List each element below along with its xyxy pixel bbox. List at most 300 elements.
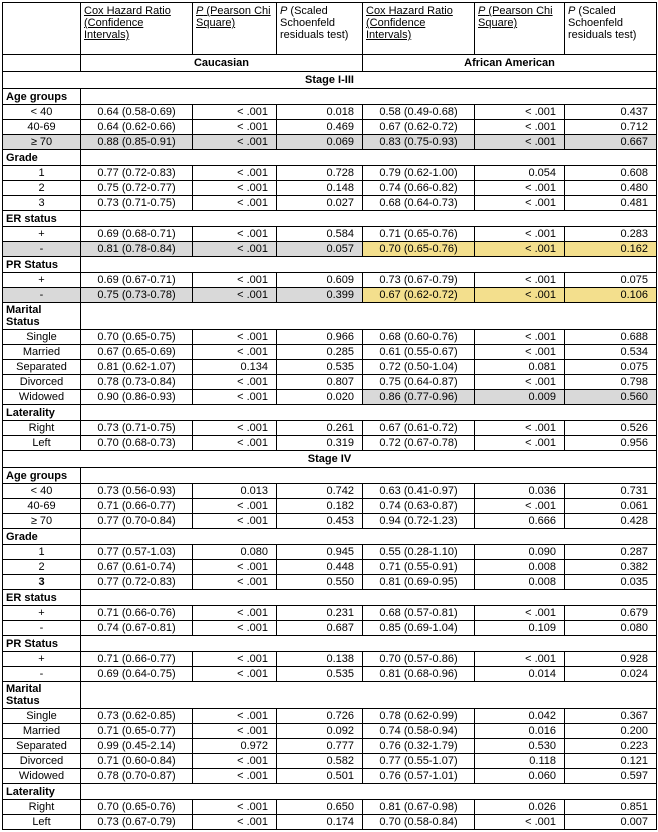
col-header-p-pearson-caucasian: P (Pearson Chi Square) xyxy=(193,3,277,55)
table-row xyxy=(3,709,657,724)
table-row xyxy=(3,242,657,257)
cox-hr-african-american: 0.81 (0.67-0.98) xyxy=(363,800,475,815)
table-row xyxy=(3,166,657,181)
p-schoenfeld-african-american: 0.667 xyxy=(565,135,657,150)
p-pearson-african-american: < .001 xyxy=(475,436,565,451)
cox-hr-african-american: 0.77 (0.55-1.07) xyxy=(363,754,475,769)
p-pearson-caucasian: < .001 xyxy=(193,754,277,769)
cox-hr-african-american: 0.94 (0.72-1.23) xyxy=(363,514,475,529)
cox-hr-african-american: 0.85 (0.69-1.04) xyxy=(363,621,475,636)
p-schoenfeld-caucasian: 0.261 xyxy=(277,421,363,436)
table-row xyxy=(3,769,657,784)
table-row xyxy=(3,257,657,273)
p-pearson-african-american: < .001 xyxy=(475,120,565,135)
p-pearson-african-american: 0.036 xyxy=(475,484,565,499)
cox-hr-caucasian: 0.73 (0.56-0.93) xyxy=(81,484,193,499)
group-label: Age groups xyxy=(3,89,81,105)
cox-hr-african-american: 0.68 (0.64-0.73) xyxy=(363,196,475,211)
p-pearson-african-american: < .001 xyxy=(475,227,565,242)
race-group-row xyxy=(3,55,657,72)
p-schoenfeld-african-american: 0.382 xyxy=(565,560,657,575)
cox-hr-caucasian: 0.77 (0.72-0.83) xyxy=(81,575,193,590)
p-pearson-caucasian: < .001 xyxy=(193,105,277,120)
p-pearson-african-american: 0.014 xyxy=(475,667,565,682)
group-label: Age groups xyxy=(3,468,81,484)
column-header-row xyxy=(3,3,657,55)
cox-hr-caucasian: 0.73 (0.67-0.79) xyxy=(81,815,193,830)
cox-hr-caucasian: 0.77 (0.70-0.84) xyxy=(81,514,193,529)
p-schoenfeld-caucasian: 0.609 xyxy=(277,273,363,288)
row-label: Separated xyxy=(3,360,81,375)
group-label: Grade xyxy=(3,150,81,166)
group-spacer xyxy=(81,784,657,800)
p-pearson-african-american: < .001 xyxy=(475,606,565,621)
row-label: Divorced xyxy=(3,754,81,769)
p-schoenfeld-caucasian: 0.399 xyxy=(277,288,363,303)
cox-hr-african-american: 0.79 (0.62-1.00) xyxy=(363,166,475,181)
table-row xyxy=(3,196,657,211)
p-pearson-african-american: 0.090 xyxy=(475,545,565,560)
table-row xyxy=(3,499,657,514)
row-label: Single xyxy=(3,709,81,724)
cox-hr-caucasian: 0.71 (0.66-0.77) xyxy=(81,499,193,514)
table-row xyxy=(3,545,657,560)
cox-hr-caucasian: 0.71 (0.60-0.84) xyxy=(81,754,193,769)
col-header-p-pearson-african-american: P (Pearson Chi Square) xyxy=(475,3,565,55)
p-pearson-african-american: < .001 xyxy=(475,421,565,436)
cox-hr-caucasian: 0.90 (0.86-0.93) xyxy=(81,390,193,405)
p-schoenfeld-african-american: 0.080 xyxy=(565,621,657,636)
table-row xyxy=(3,135,657,150)
p-pearson-african-american: 0.026 xyxy=(475,800,565,815)
p-pearson-caucasian: < .001 xyxy=(193,667,277,682)
cox-hr-caucasian: 0.70 (0.65-0.75) xyxy=(81,330,193,345)
group-label: ER status xyxy=(3,211,81,227)
p-pearson-caucasian: 0.013 xyxy=(193,484,277,499)
p-schoenfeld-african-american: 0.035 xyxy=(565,575,657,590)
p-schoenfeld-african-american: 0.712 xyxy=(565,120,657,135)
table-row xyxy=(3,451,657,468)
row-label: Left xyxy=(3,815,81,830)
table-row xyxy=(3,815,657,830)
col-header-p-schoenfeld-african-american: P (Scaled Schoenfeld residuals test) xyxy=(565,3,657,55)
row-label: 40-69 xyxy=(3,120,81,135)
row-label: + xyxy=(3,273,81,288)
cox-hr-caucasian: 0.75 (0.73-0.78) xyxy=(81,288,193,303)
race-header-african-american: African American xyxy=(363,55,657,72)
cox-hr-caucasian: 0.70 (0.65-0.76) xyxy=(81,800,193,815)
row-label: Widowed xyxy=(3,769,81,784)
row-label: Married xyxy=(3,724,81,739)
p-pearson-caucasian: < .001 xyxy=(193,375,277,390)
row-label: - xyxy=(3,288,81,303)
group-spacer xyxy=(81,405,657,421)
p-schoenfeld-african-american: 0.200 xyxy=(565,724,657,739)
cox-hr-african-american: 0.71 (0.55-0.91) xyxy=(363,560,475,575)
row-label: 2 xyxy=(3,181,81,196)
table-row xyxy=(3,89,657,105)
p-schoenfeld-african-american: 0.608 xyxy=(565,166,657,181)
cox-hr-african-american: 0.70 (0.65-0.76) xyxy=(363,242,475,257)
p-pearson-caucasian: < .001 xyxy=(193,242,277,257)
table-row xyxy=(3,120,657,135)
p-pearson-caucasian: < .001 xyxy=(193,181,277,196)
cox-hr-african-american: 0.78 (0.62-0.99) xyxy=(363,709,475,724)
p-schoenfeld-african-american: 0.526 xyxy=(565,421,657,436)
group-spacer xyxy=(81,211,657,227)
p-pearson-caucasian: 0.972 xyxy=(193,739,277,754)
table-row xyxy=(3,636,657,652)
hazard-ratio-table xyxy=(2,2,657,830)
row-label: Left xyxy=(3,436,81,451)
table-row xyxy=(3,421,657,436)
table-row xyxy=(3,514,657,529)
race-row-spacer xyxy=(3,55,81,72)
col-header-cox-caucasian: Cox Hazard Ratio (Confidence Intervals) xyxy=(81,3,193,55)
table-row xyxy=(3,724,657,739)
table-row xyxy=(3,468,657,484)
p-pearson-african-american: < .001 xyxy=(475,330,565,345)
table-row xyxy=(3,652,657,667)
p-schoenfeld-african-american: 0.928 xyxy=(565,652,657,667)
p-schoenfeld-caucasian: 0.966 xyxy=(277,330,363,345)
p-schoenfeld-african-american: 0.007 xyxy=(565,815,657,830)
col-header-cox-african-american: Cox Hazard Ratio (Confidence Intervals) xyxy=(363,3,475,55)
group-spacer xyxy=(81,529,657,545)
p-schoenfeld-caucasian: 0.650 xyxy=(277,800,363,815)
table-row xyxy=(3,560,657,575)
p-pearson-caucasian: < .001 xyxy=(193,514,277,529)
row-label: - xyxy=(3,242,81,257)
p-schoenfeld-african-american: 0.437 xyxy=(565,105,657,120)
row-label: Widowed xyxy=(3,390,81,405)
cox-hr-caucasian: 0.88 (0.85-0.91) xyxy=(81,135,193,150)
p-pearson-african-american: < .001 xyxy=(475,288,565,303)
table-row xyxy=(3,405,657,421)
cox-hr-african-american: 0.67 (0.62-0.72) xyxy=(363,120,475,135)
table-row xyxy=(3,273,657,288)
p-pearson-caucasian: < .001 xyxy=(193,652,277,667)
p-pearson-african-american: < .001 xyxy=(475,273,565,288)
row-label: ≥ 70 xyxy=(3,514,81,529)
cox-hr-caucasian: 0.78 (0.70-0.87) xyxy=(81,769,193,784)
p-pearson-caucasian: < .001 xyxy=(193,800,277,815)
p-pearson-african-american: 0.008 xyxy=(475,575,565,590)
cox-hr-caucasian: 0.73 (0.71-0.75) xyxy=(81,421,193,436)
p-schoenfeld-african-american: 0.075 xyxy=(565,273,657,288)
p-schoenfeld-caucasian: 0.584 xyxy=(277,227,363,242)
p-schoenfeld-african-american: 0.162 xyxy=(565,242,657,257)
table-row xyxy=(3,390,657,405)
p-pearson-african-american: 0.530 xyxy=(475,739,565,754)
group-label: Marital Status xyxy=(3,682,81,709)
p-schoenfeld-african-american: 0.560 xyxy=(565,390,657,405)
p-schoenfeld-caucasian: 0.174 xyxy=(277,815,363,830)
p-schoenfeld-caucasian: 0.550 xyxy=(277,575,363,590)
p-pearson-caucasian: < .001 xyxy=(193,724,277,739)
p-pearson-african-american: 0.042 xyxy=(475,709,565,724)
row-label: 40-69 xyxy=(3,499,81,514)
p-pearson-caucasian: < .001 xyxy=(193,436,277,451)
p-schoenfeld-caucasian: 0.945 xyxy=(277,545,363,560)
cox-hr-african-american: 0.74 (0.66-0.82) xyxy=(363,181,475,196)
p-schoenfeld-caucasian: 0.777 xyxy=(277,739,363,754)
table-row xyxy=(3,529,657,545)
p-schoenfeld-caucasian: 0.138 xyxy=(277,652,363,667)
row-label: 2 xyxy=(3,560,81,575)
p-schoenfeld-caucasian: 0.535 xyxy=(277,360,363,375)
p-schoenfeld-african-american: 0.956 xyxy=(565,436,657,451)
group-label: PR Status xyxy=(3,636,81,652)
group-spacer xyxy=(81,590,657,606)
cox-hr-caucasian: 0.78 (0.73-0.84) xyxy=(81,375,193,390)
p-schoenfeld-caucasian: 0.148 xyxy=(277,181,363,196)
cox-hr-african-american: 0.67 (0.62-0.72) xyxy=(363,288,475,303)
p-pearson-caucasian: < .001 xyxy=(193,709,277,724)
row-label: Single xyxy=(3,330,81,345)
table-row xyxy=(3,606,657,621)
table-row xyxy=(3,72,657,89)
p-schoenfeld-african-american: 0.679 xyxy=(565,606,657,621)
p-pearson-caucasian: < .001 xyxy=(193,390,277,405)
table-row xyxy=(3,288,657,303)
cox-hr-caucasian: 0.81 (0.62-1.07) xyxy=(81,360,193,375)
p-pearson-african-american: 0.666 xyxy=(475,514,565,529)
row-label: Married xyxy=(3,345,81,360)
cox-hr-caucasian: 0.64 (0.62-0.66) xyxy=(81,120,193,135)
row-label: + xyxy=(3,652,81,667)
p-schoenfeld-african-american: 0.106 xyxy=(565,288,657,303)
row-label: - xyxy=(3,621,81,636)
p-pearson-caucasian: < .001 xyxy=(193,345,277,360)
cox-hr-african-american: 0.75 (0.64-0.87) xyxy=(363,375,475,390)
table-row xyxy=(3,484,657,499)
p-pearson-african-american: < .001 xyxy=(475,652,565,667)
p-schoenfeld-caucasian: 0.582 xyxy=(277,754,363,769)
cox-hr-african-american: 0.76 (0.57-1.01) xyxy=(363,769,475,784)
cox-hr-african-american: 0.73 (0.67-0.79) xyxy=(363,273,475,288)
p-schoenfeld-caucasian: 0.057 xyxy=(277,242,363,257)
p-pearson-caucasian: < .001 xyxy=(193,575,277,590)
table-row xyxy=(3,682,657,709)
group-label: ER status xyxy=(3,590,81,606)
cox-hr-caucasian: 0.71 (0.66-0.76) xyxy=(81,606,193,621)
p-schoenfeld-caucasian: 0.453 xyxy=(277,514,363,529)
p-schoenfeld-african-american: 0.798 xyxy=(565,375,657,390)
group-spacer xyxy=(81,303,657,330)
table-row xyxy=(3,800,657,815)
group-label: Laterality xyxy=(3,784,81,800)
p-pearson-caucasian: < .001 xyxy=(193,196,277,211)
p-schoenfeld-african-american: 0.024 xyxy=(565,667,657,682)
cox-hr-african-american: 0.74 (0.63-0.87) xyxy=(363,499,475,514)
table-row xyxy=(3,754,657,769)
row-label: 3 xyxy=(3,196,81,211)
table-row xyxy=(3,181,657,196)
cox-hr-african-american: 0.71 (0.65-0.76) xyxy=(363,227,475,242)
table-row xyxy=(3,227,657,242)
row-label: Divorced xyxy=(3,375,81,390)
col-header-p-schoenfeld-caucasian: P (Scaled Schoenfeld residuals test) xyxy=(277,3,363,55)
p-pearson-african-american: < .001 xyxy=(475,135,565,150)
cox-hr-african-american: 0.70 (0.58-0.84) xyxy=(363,815,475,830)
p-schoenfeld-african-american: 0.075 xyxy=(565,360,657,375)
table-row xyxy=(3,575,657,590)
p-pearson-caucasian: < .001 xyxy=(193,621,277,636)
cox-hr-caucasian: 0.71 (0.65-0.77) xyxy=(81,724,193,739)
cox-hr-caucasian: 0.74 (0.67-0.81) xyxy=(81,621,193,636)
cox-hr-african-american: 0.76 (0.32-1.79) xyxy=(363,739,475,754)
p-pearson-caucasian: < .001 xyxy=(193,227,277,242)
p-schoenfeld-african-american: 0.061 xyxy=(565,499,657,514)
cox-hr-caucasian: 0.70 (0.68-0.73) xyxy=(81,436,193,451)
p-pearson-caucasian: < .001 xyxy=(193,120,277,135)
p-schoenfeld-caucasian: 0.742 xyxy=(277,484,363,499)
p-schoenfeld-african-american: 0.688 xyxy=(565,330,657,345)
p-schoenfeld-african-american: 0.283 xyxy=(565,227,657,242)
table-body xyxy=(3,72,657,830)
p-pearson-caucasian: 0.134 xyxy=(193,360,277,375)
p-pearson-african-american: 0.118 xyxy=(475,754,565,769)
p-pearson-african-american: < .001 xyxy=(475,105,565,120)
p-pearson-caucasian: < .001 xyxy=(193,499,277,514)
p-pearson-caucasian: < .001 xyxy=(193,560,277,575)
section-header: Stage I-III xyxy=(3,72,657,89)
p-schoenfeld-caucasian: 0.092 xyxy=(277,724,363,739)
p-pearson-african-american: 0.016 xyxy=(475,724,565,739)
group-label: Marital Status xyxy=(3,303,81,330)
cox-hr-caucasian: 0.67 (0.65-0.69) xyxy=(81,345,193,360)
p-schoenfeld-caucasian: 0.020 xyxy=(277,390,363,405)
row-label: 3 xyxy=(3,575,81,590)
table-row xyxy=(3,150,657,166)
p-schoenfeld-caucasian: 0.448 xyxy=(277,560,363,575)
p-schoenfeld-african-american: 0.481 xyxy=(565,196,657,211)
table-row xyxy=(3,621,657,636)
p-schoenfeld-african-american: 0.731 xyxy=(565,484,657,499)
group-label: Laterality xyxy=(3,405,81,421)
p-pearson-african-american: 0.054 xyxy=(475,166,565,181)
section-header: Stage IV xyxy=(3,451,657,468)
cox-hr-caucasian: 0.69 (0.64-0.75) xyxy=(81,667,193,682)
p-pearson-african-american: < .001 xyxy=(475,242,565,257)
p-pearson-caucasian: < .001 xyxy=(193,135,277,150)
row-label: < 40 xyxy=(3,484,81,499)
cox-hr-caucasian: 0.77 (0.72-0.83) xyxy=(81,166,193,181)
cox-hr-african-american: 0.68 (0.57-0.81) xyxy=(363,606,475,621)
p-pearson-african-american: < .001 xyxy=(475,499,565,514)
p-schoenfeld-african-american: 0.287 xyxy=(565,545,657,560)
cox-hr-caucasian: 0.75 (0.72-0.77) xyxy=(81,181,193,196)
row-label: + xyxy=(3,227,81,242)
p-schoenfeld-caucasian: 0.807 xyxy=(277,375,363,390)
cox-hr-african-american: 0.81 (0.68-0.96) xyxy=(363,667,475,682)
cox-hr-caucasian: 0.99 (0.45-2.14) xyxy=(81,739,193,754)
cox-hr-african-american: 0.83 (0.75-0.93) xyxy=(363,135,475,150)
group-spacer xyxy=(81,150,657,166)
p-schoenfeld-caucasian: 0.726 xyxy=(277,709,363,724)
row-label: + xyxy=(3,606,81,621)
p-pearson-caucasian: < .001 xyxy=(193,330,277,345)
row-label: < 40 xyxy=(3,105,81,120)
cox-hr-african-american: 0.72 (0.50-1.04) xyxy=(363,360,475,375)
p-schoenfeld-african-american: 0.480 xyxy=(565,181,657,196)
p-pearson-caucasian: < .001 xyxy=(193,815,277,830)
p-pearson-african-american: 0.008 xyxy=(475,560,565,575)
row-label: Right xyxy=(3,421,81,436)
p-pearson-african-american: < .001 xyxy=(475,815,565,830)
p-schoenfeld-caucasian: 0.535 xyxy=(277,667,363,682)
table-row xyxy=(3,105,657,120)
cox-hr-caucasian: 0.69 (0.68-0.71) xyxy=(81,227,193,242)
p-schoenfeld-caucasian: 0.469 xyxy=(277,120,363,135)
p-schoenfeld-caucasian: 0.231 xyxy=(277,606,363,621)
cox-hr-african-american: 0.74 (0.58-0.94) xyxy=(363,724,475,739)
p-pearson-caucasian: < .001 xyxy=(193,273,277,288)
table-row xyxy=(3,375,657,390)
p-schoenfeld-caucasian: 0.728 xyxy=(277,166,363,181)
group-label: Grade xyxy=(3,529,81,545)
cox-hr-african-american: 0.68 (0.60-0.76) xyxy=(363,330,475,345)
p-schoenfeld-caucasian: 0.018 xyxy=(277,105,363,120)
p-pearson-caucasian: < .001 xyxy=(193,606,277,621)
p-schoenfeld-caucasian: 0.687 xyxy=(277,621,363,636)
row-label: 1 xyxy=(3,166,81,181)
p-schoenfeld-african-american: 0.428 xyxy=(565,514,657,529)
cox-hr-caucasian: 0.67 (0.61-0.74) xyxy=(81,560,193,575)
race-header-caucasian: Caucasian xyxy=(81,55,363,72)
p-schoenfeld-caucasian: 0.319 xyxy=(277,436,363,451)
group-label: PR Status xyxy=(3,257,81,273)
cox-hr-african-american: 0.67 (0.61-0.72) xyxy=(363,421,475,436)
cox-hr-caucasian: 0.69 (0.67-0.71) xyxy=(81,273,193,288)
p-schoenfeld-caucasian: 0.501 xyxy=(277,769,363,784)
group-spacer xyxy=(81,468,657,484)
cox-hr-african-american: 0.55 (0.28-1.10) xyxy=(363,545,475,560)
p-pearson-caucasian: 0.080 xyxy=(193,545,277,560)
p-pearson-caucasian: < .001 xyxy=(193,166,277,181)
cox-hr-caucasian: 0.77 (0.57-1.03) xyxy=(81,545,193,560)
p-pearson-african-american: 0.060 xyxy=(475,769,565,784)
p-pearson-african-american: 0.109 xyxy=(475,621,565,636)
table-row xyxy=(3,360,657,375)
cox-hr-african-american: 0.58 (0.49-0.68) xyxy=(363,105,475,120)
p-schoenfeld-african-american: 0.851 xyxy=(565,800,657,815)
table-row xyxy=(3,303,657,330)
cox-hr-caucasian: 0.73 (0.62-0.85) xyxy=(81,709,193,724)
p-schoenfeld-caucasian: 0.182 xyxy=(277,499,363,514)
p-schoenfeld-african-american: 0.597 xyxy=(565,769,657,784)
cox-hr-caucasian: 0.81 (0.78-0.84) xyxy=(81,242,193,257)
p-schoenfeld-caucasian: 0.027 xyxy=(277,196,363,211)
p-schoenfeld-caucasian: 0.285 xyxy=(277,345,363,360)
group-spacer xyxy=(81,89,657,105)
cox-hr-african-american: 0.72 (0.67-0.78) xyxy=(363,436,475,451)
row-label: - xyxy=(3,667,81,682)
row-label: Right xyxy=(3,800,81,815)
cox-hr-caucasian: 0.71 (0.66-0.77) xyxy=(81,652,193,667)
p-schoenfeld-caucasian: 0.069 xyxy=(277,135,363,150)
p-pearson-caucasian: < .001 xyxy=(193,769,277,784)
p-pearson-african-american: < .001 xyxy=(475,345,565,360)
p-pearson-african-american: < .001 xyxy=(475,181,565,196)
p-pearson-caucasian: < .001 xyxy=(193,288,277,303)
cox-hr-caucasian: 0.64 (0.58-0.69) xyxy=(81,105,193,120)
cox-hr-african-american: 0.81 (0.69-0.95) xyxy=(363,575,475,590)
cox-hr-african-american: 0.70 (0.57-0.86) xyxy=(363,652,475,667)
cox-hr-african-american: 0.63 (0.41-0.97) xyxy=(363,484,475,499)
p-schoenfeld-african-american: 0.534 xyxy=(565,345,657,360)
